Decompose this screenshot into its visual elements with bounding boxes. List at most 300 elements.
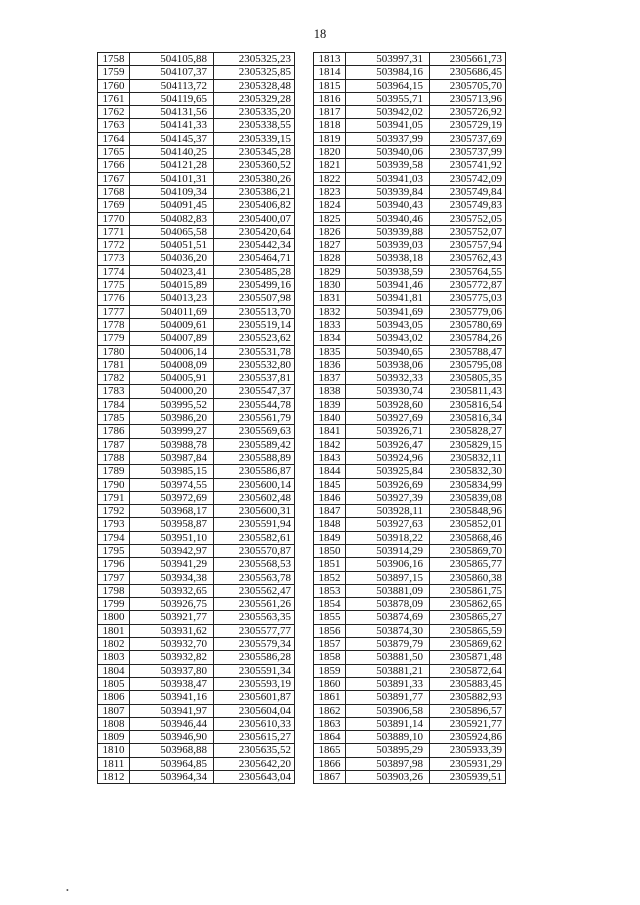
point-number-cell: 1832 (314, 305, 346, 318)
y-coordinate-cell: 2305485,28 (214, 265, 295, 278)
x-coordinate-cell: 503928,11 (346, 505, 430, 518)
x-coordinate-cell: 503941,29 (130, 558, 214, 571)
y-coordinate-cell: 2305933,39 (430, 744, 506, 757)
x-coordinate-cell: 503951,10 (130, 531, 214, 544)
x-coordinate-cell: 503941,05 (346, 119, 430, 132)
y-coordinate-cell: 2305591,94 (214, 518, 295, 531)
point-number-cell: 1834 (314, 332, 346, 345)
table-row (314, 159, 506, 172)
x-coordinate-cell: 503997,31 (346, 53, 430, 66)
table-body-right (314, 53, 506, 784)
table-row (314, 239, 506, 252)
table-row (98, 212, 295, 225)
point-number-cell: 1859 (314, 664, 346, 677)
x-coordinate-cell: 503932,33 (346, 372, 430, 385)
y-coordinate-cell: 2305839,08 (430, 491, 506, 504)
point-number-cell: 1857 (314, 638, 346, 651)
x-coordinate-cell: 503874,69 (346, 611, 430, 624)
coordinates-table-right (313, 52, 506, 784)
y-coordinate-cell: 2305752,07 (430, 225, 506, 238)
table-row (314, 66, 506, 79)
x-coordinate-cell: 503941,46 (346, 279, 430, 292)
x-coordinate-cell: 503891,14 (346, 717, 430, 730)
table-row (314, 146, 506, 159)
table-row (98, 119, 295, 132)
y-coordinate-cell: 2305420,64 (214, 225, 295, 238)
x-coordinate-cell: 503939,58 (346, 159, 430, 172)
x-coordinate-cell: 503906,58 (346, 704, 430, 717)
y-coordinate-cell: 2305686,45 (430, 66, 506, 79)
x-coordinate-cell: 503926,75 (130, 598, 214, 611)
x-coordinate-cell: 504023,41 (130, 265, 214, 278)
x-coordinate-cell: 503879,79 (346, 638, 430, 651)
point-number-cell: 1829 (314, 265, 346, 278)
y-coordinate-cell: 2305601,87 (214, 691, 295, 704)
point-number-cell: 1862 (314, 704, 346, 717)
point-number-cell: 1786 (98, 425, 130, 438)
x-coordinate-cell: 504119,65 (130, 92, 214, 105)
x-coordinate-cell: 504011,69 (130, 305, 214, 318)
y-coordinate-cell: 2305400,07 (214, 212, 295, 225)
table-row (98, 744, 295, 757)
y-coordinate-cell: 2305661,73 (430, 53, 506, 66)
x-coordinate-cell: 504036,20 (130, 252, 214, 265)
point-number-cell: 1785 (98, 412, 130, 425)
y-coordinate-cell: 2305834,99 (430, 478, 506, 491)
table-row (314, 491, 506, 504)
x-coordinate-cell: 503930,74 (346, 385, 430, 398)
y-coordinate-cell: 2305329,28 (214, 92, 295, 105)
x-coordinate-cell: 504109,34 (130, 185, 214, 198)
table-row (314, 345, 506, 358)
y-coordinate-cell: 2305600,31 (214, 505, 295, 518)
point-number-cell: 1779 (98, 332, 130, 345)
point-number-cell: 1783 (98, 385, 130, 398)
x-coordinate-cell: 503946,90 (130, 731, 214, 744)
table-row (314, 505, 506, 518)
y-coordinate-cell: 2305869,62 (430, 638, 506, 651)
page-number: 18 (313, 27, 327, 41)
x-coordinate-cell: 503995,52 (130, 398, 214, 411)
x-coordinate-cell: 503939,88 (346, 225, 430, 238)
y-coordinate-cell: 2305939,51 (430, 771, 506, 784)
table-row (98, 106, 295, 119)
y-coordinate-cell: 2305726,92 (430, 106, 506, 119)
point-number-cell: 1781 (98, 358, 130, 371)
table-row (314, 106, 506, 119)
point-number-cell: 1812 (98, 771, 130, 784)
table-row (314, 451, 506, 464)
x-coordinate-cell: 503914,29 (346, 544, 430, 557)
x-coordinate-cell: 504107,37 (130, 66, 214, 79)
point-number-cell: 1765 (98, 146, 130, 159)
y-coordinate-cell: 2305523,62 (214, 332, 295, 345)
coordinates-table-left (97, 52, 295, 784)
table-row (98, 757, 295, 770)
point-number-cell: 1795 (98, 544, 130, 557)
table-row (98, 318, 295, 331)
point-number-cell: 1827 (314, 239, 346, 252)
table-row (98, 451, 295, 464)
table-row (314, 119, 506, 132)
table-row (314, 358, 506, 371)
y-coordinate-cell: 2305865,59 (430, 624, 506, 637)
x-coordinate-cell: 504065,58 (130, 225, 214, 238)
y-coordinate-cell: 2305610,33 (214, 717, 295, 730)
y-coordinate-cell: 2305795,08 (430, 358, 506, 371)
point-number-cell: 1835 (314, 345, 346, 358)
y-coordinate-cell: 2305861,75 (430, 584, 506, 597)
x-coordinate-cell: 503878,09 (346, 598, 430, 611)
point-number-cell: 1839 (314, 398, 346, 411)
table-row (314, 677, 506, 690)
x-coordinate-cell: 503943,02 (346, 332, 430, 345)
table-row (314, 172, 506, 185)
point-number-cell: 1762 (98, 106, 130, 119)
table-row (98, 771, 295, 784)
y-coordinate-cell: 2305896,57 (430, 704, 506, 717)
x-coordinate-cell: 503891,33 (346, 677, 430, 690)
table-row (98, 558, 295, 571)
point-number-cell: 1771 (98, 225, 130, 238)
y-coordinate-cell: 2305762,43 (430, 252, 506, 265)
point-number-cell: 1823 (314, 185, 346, 198)
x-coordinate-cell: 504006,14 (130, 345, 214, 358)
x-coordinate-cell: 503897,15 (346, 571, 430, 584)
y-coordinate-cell: 2305816,54 (430, 398, 506, 411)
point-number-cell: 1770 (98, 212, 130, 225)
point-number-cell: 1797 (98, 571, 130, 584)
point-number-cell: 1800 (98, 611, 130, 624)
point-number-cell: 1841 (314, 425, 346, 438)
x-coordinate-cell: 503927,63 (346, 518, 430, 531)
table-row (98, 305, 295, 318)
y-coordinate-cell: 2305561,79 (214, 412, 295, 425)
point-number-cell: 1845 (314, 478, 346, 491)
y-coordinate-cell: 2305547,37 (214, 385, 295, 398)
x-coordinate-cell: 503928,60 (346, 398, 430, 411)
y-coordinate-cell: 2305811,43 (430, 385, 506, 398)
table-row (98, 225, 295, 238)
point-number-cell: 1847 (314, 505, 346, 518)
y-coordinate-cell: 2305335,20 (214, 106, 295, 119)
table-row (314, 412, 506, 425)
y-coordinate-cell: 2305579,34 (214, 638, 295, 651)
x-coordinate-cell: 503955,71 (346, 92, 430, 105)
y-coordinate-cell: 2305865,27 (430, 611, 506, 624)
table-row (98, 239, 295, 252)
y-coordinate-cell: 2305582,61 (214, 531, 295, 544)
x-coordinate-cell: 503958,87 (130, 518, 214, 531)
table-row (314, 372, 506, 385)
table-row (314, 518, 506, 531)
y-coordinate-cell: 2305442,34 (214, 239, 295, 252)
y-coordinate-cell: 2305570,87 (214, 544, 295, 557)
x-coordinate-cell: 504008,09 (130, 358, 214, 371)
point-number-cell: 1866 (314, 757, 346, 770)
x-coordinate-cell: 503895,29 (346, 744, 430, 757)
table-row (98, 598, 295, 611)
table-row (314, 691, 506, 704)
table-row (314, 318, 506, 331)
x-coordinate-cell: 503937,80 (130, 664, 214, 677)
x-coordinate-cell: 503985,15 (130, 465, 214, 478)
y-coordinate-cell: 2305805,35 (430, 372, 506, 385)
table-row (98, 332, 295, 345)
table-row (314, 385, 506, 398)
table-row (314, 478, 506, 491)
x-coordinate-cell: 503942,97 (130, 544, 214, 557)
point-number-cell: 1853 (314, 584, 346, 597)
point-number-cell: 1851 (314, 558, 346, 571)
table-row (98, 252, 295, 265)
table-row (314, 598, 506, 611)
x-coordinate-cell: 504000,20 (130, 385, 214, 398)
x-coordinate-cell: 503926,71 (346, 425, 430, 438)
table-row (314, 704, 506, 717)
x-coordinate-cell: 503940,43 (346, 199, 430, 212)
y-coordinate-cell: 2305741,92 (430, 159, 506, 172)
y-coordinate-cell: 2305380,26 (214, 172, 295, 185)
point-number-cell: 1830 (314, 279, 346, 292)
table-row (314, 731, 506, 744)
x-coordinate-cell: 503972,69 (130, 491, 214, 504)
table-row (314, 53, 506, 66)
point-number-cell: 1761 (98, 92, 130, 105)
point-number-cell: 1789 (98, 465, 130, 478)
table-row (98, 132, 295, 145)
table-row (98, 412, 295, 425)
point-number-cell: 1836 (314, 358, 346, 371)
table-row (314, 544, 506, 557)
point-number-cell: 1863 (314, 717, 346, 730)
point-number-cell: 1806 (98, 691, 130, 704)
x-coordinate-cell: 504051,51 (130, 239, 214, 252)
y-coordinate-cell: 2305635,52 (214, 744, 295, 757)
point-number-cell: 1791 (98, 491, 130, 504)
y-coordinate-cell: 2305828,27 (430, 425, 506, 438)
table-row (98, 358, 295, 371)
x-coordinate-cell: 504015,89 (130, 279, 214, 292)
point-number-cell: 1798 (98, 584, 130, 597)
table-row (314, 425, 506, 438)
point-number-cell: 1772 (98, 239, 130, 252)
table-row (314, 292, 506, 305)
table-row (314, 265, 506, 278)
x-coordinate-cell: 504101,31 (130, 172, 214, 185)
point-number-cell: 1804 (98, 664, 130, 677)
point-number-cell: 1758 (98, 53, 130, 66)
x-coordinate-cell: 504091,45 (130, 199, 214, 212)
point-number-cell: 1816 (314, 92, 346, 105)
table-row (314, 305, 506, 318)
point-number-cell: 1819 (314, 132, 346, 145)
x-coordinate-cell: 503932,65 (130, 584, 214, 597)
x-coordinate-cell: 503903,26 (346, 771, 430, 784)
y-coordinate-cell: 2305577,77 (214, 624, 295, 637)
y-coordinate-cell: 2305345,28 (214, 146, 295, 159)
table-row (98, 731, 295, 744)
x-coordinate-cell: 503889,10 (346, 731, 430, 744)
y-coordinate-cell: 2305537,81 (214, 372, 295, 385)
y-coordinate-cell: 2305862,65 (430, 598, 506, 611)
y-coordinate-cell: 2305737,69 (430, 132, 506, 145)
table-row (98, 505, 295, 518)
point-number-cell: 1833 (314, 318, 346, 331)
y-coordinate-cell: 2305752,05 (430, 212, 506, 225)
y-coordinate-cell: 2305562,47 (214, 584, 295, 597)
point-number-cell: 1848 (314, 518, 346, 531)
point-number-cell: 1843 (314, 451, 346, 464)
y-coordinate-cell: 2305749,83 (430, 199, 506, 212)
stray-mark: • (66, 886, 69, 895)
point-number-cell: 1766 (98, 159, 130, 172)
y-coordinate-cell: 2305507,98 (214, 292, 295, 305)
x-coordinate-cell: 503939,84 (346, 185, 430, 198)
point-number-cell: 1855 (314, 611, 346, 624)
point-number-cell: 1764 (98, 132, 130, 145)
point-number-cell: 1852 (314, 571, 346, 584)
table-row (314, 624, 506, 637)
y-coordinate-cell: 2305871,48 (430, 651, 506, 664)
y-coordinate-cell: 2305615,27 (214, 731, 295, 744)
point-number-cell: 1775 (98, 279, 130, 292)
x-coordinate-cell: 503999,27 (130, 425, 214, 438)
table-row (98, 279, 295, 292)
x-coordinate-cell: 503932,82 (130, 651, 214, 664)
table-row (98, 704, 295, 717)
table-row (98, 677, 295, 690)
point-number-cell: 1815 (314, 79, 346, 92)
y-coordinate-cell: 2305772,87 (430, 279, 506, 292)
point-number-cell: 1822 (314, 172, 346, 185)
point-number-cell: 1794 (98, 531, 130, 544)
y-coordinate-cell: 2305705,70 (430, 79, 506, 92)
table-row (98, 425, 295, 438)
table-row (314, 212, 506, 225)
y-coordinate-cell: 2305360,52 (214, 159, 295, 172)
table-row (314, 771, 506, 784)
table-row (98, 491, 295, 504)
x-coordinate-cell: 503964,15 (346, 79, 430, 92)
point-number-cell: 1776 (98, 292, 130, 305)
x-coordinate-cell: 503881,09 (346, 584, 430, 597)
x-coordinate-cell: 503938,47 (130, 677, 214, 690)
x-coordinate-cell: 503940,65 (346, 345, 430, 358)
table-row (98, 345, 295, 358)
table-row (98, 265, 295, 278)
point-number-cell: 1774 (98, 265, 130, 278)
table-row (314, 225, 506, 238)
table-row (314, 438, 506, 451)
y-coordinate-cell: 2305865,77 (430, 558, 506, 571)
point-number-cell: 1849 (314, 531, 346, 544)
point-number-cell: 1796 (98, 558, 130, 571)
x-coordinate-cell: 504113,72 (130, 79, 214, 92)
y-coordinate-cell: 2305600,14 (214, 478, 295, 491)
table-row (314, 757, 506, 770)
point-number-cell: 1817 (314, 106, 346, 119)
x-coordinate-cell: 503939,03 (346, 239, 430, 252)
point-number-cell: 1861 (314, 691, 346, 704)
y-coordinate-cell: 2305872,64 (430, 664, 506, 677)
x-coordinate-cell: 503924,96 (346, 451, 430, 464)
point-number-cell: 1818 (314, 119, 346, 132)
y-coordinate-cell: 2305588,89 (214, 451, 295, 464)
y-coordinate-cell: 2305832,30 (430, 465, 506, 478)
table-row (314, 664, 506, 677)
table-row (98, 624, 295, 637)
x-coordinate-cell: 504005,91 (130, 372, 214, 385)
table-row (98, 372, 295, 385)
point-number-cell: 1821 (314, 159, 346, 172)
y-coordinate-cell: 2305593,19 (214, 677, 295, 690)
y-coordinate-cell: 2305931,29 (430, 757, 506, 770)
point-number-cell: 1802 (98, 638, 130, 651)
x-coordinate-cell: 503968,17 (130, 505, 214, 518)
x-coordinate-cell: 503946,44 (130, 717, 214, 730)
x-coordinate-cell: 503964,34 (130, 771, 214, 784)
table-row (98, 717, 295, 730)
y-coordinate-cell: 2305339,15 (214, 132, 295, 145)
y-coordinate-cell: 2305499,16 (214, 279, 295, 292)
y-coordinate-cell: 2305869,70 (430, 544, 506, 557)
y-coordinate-cell: 2305816,34 (430, 412, 506, 425)
y-coordinate-cell: 2305586,87 (214, 465, 295, 478)
y-coordinate-cell: 2305604,04 (214, 704, 295, 717)
y-coordinate-cell: 2305519,14 (214, 318, 295, 331)
table-row (98, 79, 295, 92)
point-number-cell: 1856 (314, 624, 346, 637)
x-coordinate-cell: 503926,69 (346, 478, 430, 491)
y-coordinate-cell: 2305513,70 (214, 305, 295, 318)
point-number-cell: 1808 (98, 717, 130, 730)
y-coordinate-cell: 2305643,04 (214, 771, 295, 784)
point-number-cell: 1858 (314, 651, 346, 664)
y-coordinate-cell: 2305563,35 (214, 611, 295, 624)
point-number-cell: 1803 (98, 651, 130, 664)
table-row (98, 691, 295, 704)
x-coordinate-cell: 503988,78 (130, 438, 214, 451)
x-coordinate-cell: 503891,77 (346, 691, 430, 704)
y-coordinate-cell: 2305589,42 (214, 438, 295, 451)
x-coordinate-cell: 503941,97 (130, 704, 214, 717)
y-coordinate-cell: 2305829,15 (430, 438, 506, 451)
x-coordinate-cell: 503926,47 (346, 438, 430, 451)
point-number-cell: 1825 (314, 212, 346, 225)
x-coordinate-cell: 503941,16 (130, 691, 214, 704)
table-row (314, 132, 506, 145)
table-row (98, 651, 295, 664)
y-coordinate-cell: 2305924,86 (430, 731, 506, 744)
table-row (314, 651, 506, 664)
y-coordinate-cell: 2305757,94 (430, 239, 506, 252)
point-number-cell: 1828 (314, 252, 346, 265)
x-coordinate-cell: 503881,21 (346, 664, 430, 677)
x-coordinate-cell: 503941,69 (346, 305, 430, 318)
point-number-cell: 1790 (98, 478, 130, 491)
table-row (98, 571, 295, 584)
x-coordinate-cell: 503938,18 (346, 252, 430, 265)
table-row (314, 398, 506, 411)
point-number-cell: 1763 (98, 119, 130, 132)
x-coordinate-cell: 503938,06 (346, 358, 430, 371)
table-row (314, 279, 506, 292)
point-number-cell: 1814 (314, 66, 346, 79)
table-row (98, 172, 295, 185)
x-coordinate-cell: 503938,59 (346, 265, 430, 278)
point-number-cell: 1807 (98, 704, 130, 717)
